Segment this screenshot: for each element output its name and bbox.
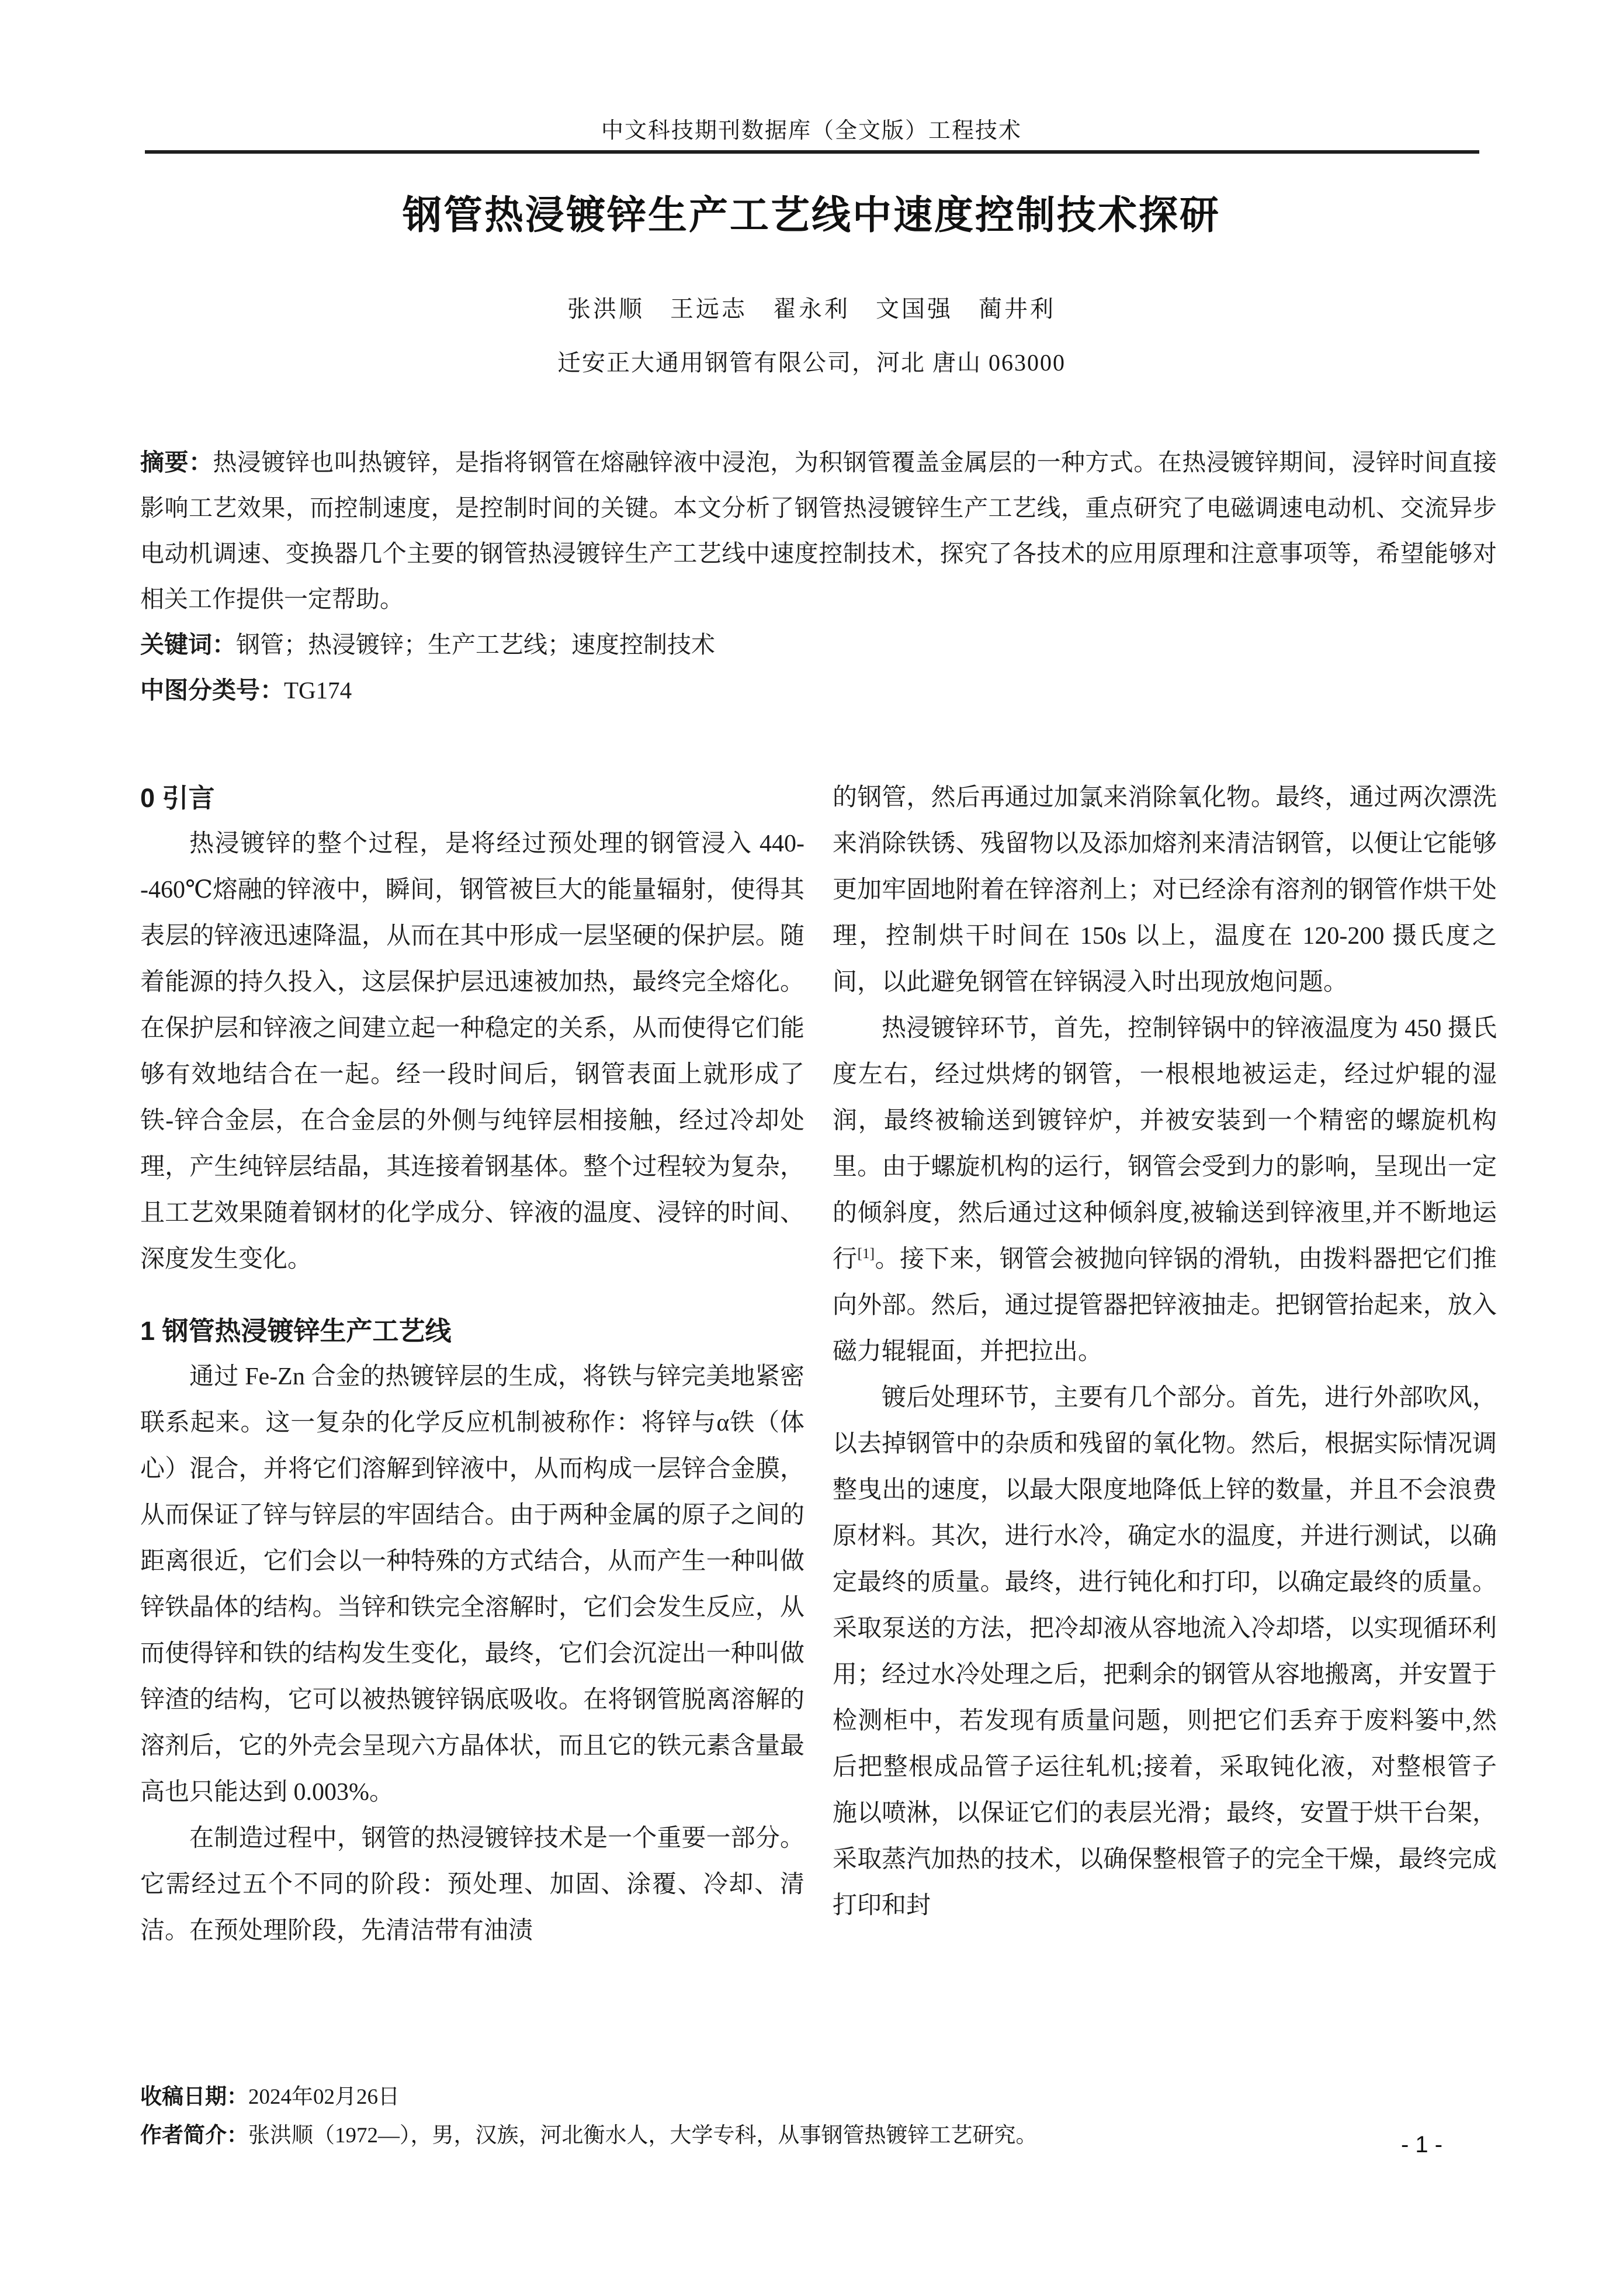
author-bio-line bbox=[140, 2117, 1396, 2155]
clc-value: TG174 bbox=[284, 677, 352, 704]
keywords-text: 钢管；热浸镀锌；生产工艺线；速度控制技术 bbox=[236, 631, 715, 658]
abstract-paragraph bbox=[140, 439, 1497, 622]
clc-paragraph bbox=[140, 667, 1497, 713]
footnote-block bbox=[140, 2078, 1396, 2155]
section1-paragraph-3 bbox=[833, 1006, 1497, 1375]
meta-block bbox=[140, 439, 1497, 713]
left-column bbox=[140, 775, 804, 1954]
author-bio-value: 张洪顺（1972—），男，汉族，河北衡水人，大学专科，从事钢管热镀锌工艺研究。 bbox=[248, 2124, 1038, 2148]
section1-paragraph-2-left-part: 在制造过程中，钢管的热浸镀锌技术是一个重要一部分。它需经过五个不同的阶段：预处理、加固、涂覆、冷却、清洁。在预处理阶段，先清洁带有油渍 bbox=[140, 1825, 804, 1944]
section1-paragraph-1: 通过 Fe-Zn 合金的热镀锌层的生成，将铁与锌完美地紧密联系起来。这一复杂的化学反应机制被称作：将锌与α铁（体心）混合，并将它们溶解到锌液中，从而构成一层锌合金膜，从而保证了锌与锌层的牢固结合。由于两种金属的原子之间的距离很近，它们会以一种特殊的方式结合，从而产生一种叫做锌铁晶体的结构。当锌和铁完全溶解时，它们会发生反应，从而使得锌和铁的结构发生变化，最终，它们会沉淀出一种叫做锌渣的结构，它可以被热镀锌锅底吸收。在将钢管脱离溶解的溶剂后，它的外壳会呈现六方晶体状，而且它的铁元素含量最高也只能达到 0.003%。 bbox=[140, 1363, 804, 1806]
abstract-label: 摘要： bbox=[140, 449, 213, 476]
page-number: - 1 - bbox=[1401, 2132, 1443, 2158]
clc-label: 中图分类号： bbox=[140, 677, 284, 704]
header-rule bbox=[145, 150, 1479, 154]
paper-title: 钢管热浸镀锌生产工艺线中速度控制技术探研 bbox=[403, 193, 1220, 237]
affiliation-line: 迁安正大通用钢管有限公司，河北 唐山 063000 bbox=[557, 349, 1066, 376]
section-heading-production-line: 1 钢管热浸镀锌生产工艺线 bbox=[140, 1316, 452, 1346]
section1-paragraph-4: 镀后处理环节，主要有几个部分。首先，进行外部吹风，以去掉钢管中的杂质和残留的氧化物。然后，根据实际情况调整曳出的速度，以最大限度地降低上锌的数量，并且不会浪费原材料。其次，进行水冷，确定水的温度，并进行测试，以确定最终的质量。最终，进行钝化和打印，以确定最终的质量。采取泵送的方法，把冷却液从容地流入冷却塔，以实现循环利用；经过水冷处理之后，把剩余的钢管从容地搬离，并安置于检测柜中，若发现有质量问题，则把它们丢弃于废料篓中,然后把整根成品管子运往轧机;接着，采取钝化液，对整根管子施以喷淋，以保证它们的表层光滑；最终，安置于烘干台架，采取蒸汽加热的技术，以确保整根管子的完全干燥，最终完成打印和封 bbox=[833, 1384, 1497, 1919]
paragraph-3-text-before-ref: 热浸镀锌环节，首先，控制锌锅中的锌液温度为 450 摄氏度左右，经过烘烤的钢管，一根根地被运走，经过炉辊的湿润，最终被输送到镀锌炉，并被安装到一个精密的螺旋机构里。由于螺旋机构的运行，钢管会受到力的影响，呈现出一定的倾斜度，然后通过这种倾斜度,被输送到锌液里,并不断地运行 bbox=[833, 1015, 1497, 1273]
keywords-label: 关键词： bbox=[140, 631, 236, 658]
paragraph-3-text-after-ref: 。接下来，钢管会被抛向锌锅的滑轨，由拨料器把它们推向外部。然后，通过提管器把锌液抽走。把钢管抬起来，放入磁力辊辊面，并把拉出。 bbox=[833, 1246, 1497, 1365]
authors-line: 张洪顺 王远志 翟永利 文国强 蔺井利 bbox=[567, 296, 1056, 322]
two-column-body bbox=[140, 775, 1497, 1954]
right-column bbox=[833, 775, 1497, 1954]
author-bio-label: 作者简介： bbox=[140, 2124, 248, 2148]
introduction-paragraph: 热浸镀锌的整个过程，是将经过预处理的钢管浸入 440--460℃熔融的锌液中，瞬间，钢管被巨大的能量辐射，使得其表层的锌液迅速降温，从而在其中形成一层坚硬的保护层。随着能源的持久投入，这层保护层迅速被加热，最终完全熔化。在保护层和锌液之间建立起一种稳定的关系，从而使得它们能够有效地结合在一起。经一段时间后，钢管表面上就形成了铁-锌合金层，在合金层的外侧与纯锌层相接触，经过冷却处理，产生纯锌层结晶，其连接着钢基体。整个过程较为复杂，且工艺效果随着钢材的化学成分、锌液的温度、浸锌的时间、深度发生变化。 bbox=[140, 830, 804, 1273]
section-heading-introduction: 0 引言 bbox=[140, 783, 215, 813]
received-date-value: 2024年02月26日 bbox=[248, 2085, 400, 2109]
section1-paragraph-2-continuation: 的钢管，然后再通过加氯来消除氧化物。最终，通过两次漂洗来消除铁锈、残留物以及添加熔剂来清洁钢管，以便让它能够更加牢固地附着在锌溶剂上；对已经涂有溶剂的钢管作烘干处理，控制烘干时间在 150s 以上，温度在 120-200 摄氏度之间，以此避免钢管在锌锅浸入时出现放炮问题。 bbox=[833, 784, 1497, 996]
received-date-line bbox=[140, 2078, 1396, 2117]
received-date-label: 收稿日期： bbox=[140, 2085, 248, 2109]
abstract-text: 热浸镀锌也叫热镀锌，是指将钢管在熔融锌液中浸泡，为积钢管覆盖金属层的一种方式。在热浸镀锌期间，浸锌时间直接影响工艺效果，而控制速度，是控制时间的关键。本文分析了钢管热浸镀锌生产工艺线，重点研究了电磁调速电动机、交流异步电动机调速、变换器几个主要的钢管热浸镀锌生产工艺线中速度控制技术，探究了各技术的应用原理和注意事项等，希望能够对相关工作提供一定帮助。 bbox=[140, 449, 1497, 612]
keywords-paragraph bbox=[140, 622, 1497, 667]
journal-header: 中文科技期刊数据库（全文版）工程技术 bbox=[601, 119, 1022, 143]
citation-ref-1: [1] bbox=[857, 1246, 875, 1262]
